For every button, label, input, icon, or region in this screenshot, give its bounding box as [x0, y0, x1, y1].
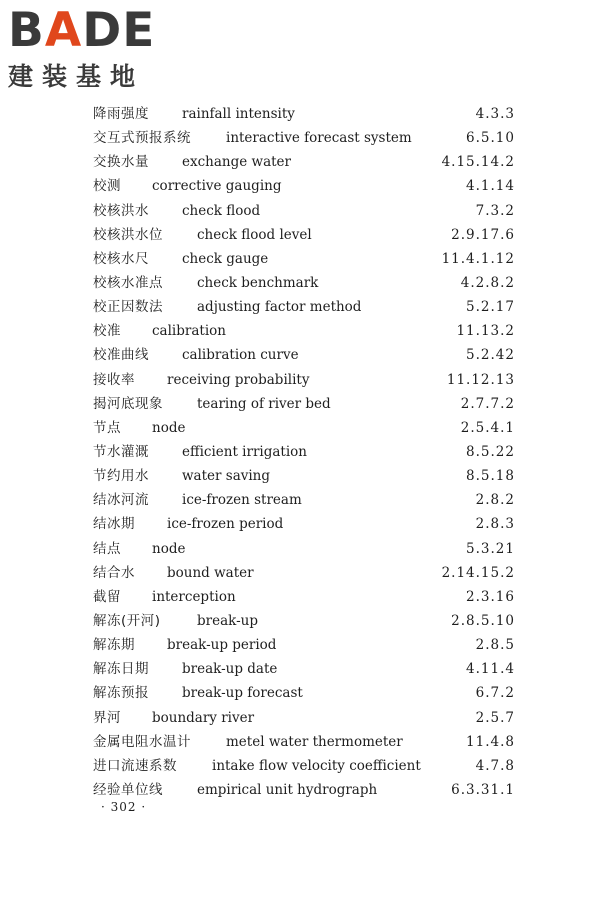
term-english: ice-frozen stream [182, 492, 302, 509]
term-english: exchange water [182, 154, 291, 171]
index-entry [93, 102, 515, 126]
term-chinese: 节点 [93, 419, 121, 436]
term-english: calibration curve [182, 347, 299, 364]
index-entry [93, 512, 515, 536]
index-entry [93, 271, 515, 295]
term-english: corrective gauging [152, 178, 282, 195]
section-reference: 7.3.2 [475, 202, 515, 219]
term-english: ice-frozen period [167, 516, 284, 533]
term-chinese: 校正因数法 [93, 299, 163, 316]
term-english: bound water [167, 564, 254, 581]
section-reference: 4.2.8.2 [460, 274, 515, 291]
logo-letter-a-accent: A [44, 3, 83, 58]
term-chinese: 进口流速系数 [93, 757, 177, 774]
index-entry [93, 295, 515, 319]
index-entry [93, 150, 515, 174]
logo-letters-de: DE [82, 3, 156, 58]
term-english: check flood [182, 202, 261, 219]
index-entry [93, 633, 515, 657]
index-entry [93, 247, 515, 271]
term-english: check flood level [197, 226, 312, 243]
term-english: check benchmark [197, 274, 319, 291]
term-chinese: 校核洪水位 [93, 226, 163, 243]
term-chinese: 降雨强度 [93, 106, 149, 122]
term-chinese: 接收率 [93, 371, 135, 388]
section-reference: 2.8.3 [475, 516, 515, 533]
index-entry [93, 609, 515, 633]
section-reference: 2.9.17.6 [451, 226, 515, 243]
section-reference: 8.5.22 [466, 443, 515, 460]
term-chinese: 结合水 [93, 564, 135, 581]
term-english: node [152, 419, 186, 436]
section-reference: 4.15.14.2 [441, 154, 515, 171]
index-entry [93, 537, 515, 561]
section-reference: 6.3.31.1 [451, 781, 515, 798]
index-entry [93, 488, 515, 512]
term-english: efficient irrigation [182, 443, 307, 460]
term-chinese: 节水灌溉 [93, 443, 149, 460]
term-chinese: 校核水准点 [93, 274, 163, 291]
section-reference: 5.2.42 [466, 347, 515, 364]
index-entry [93, 754, 515, 778]
index-entry [93, 657, 515, 681]
term-english: break-up forecast [182, 685, 303, 702]
index-entry [93, 319, 515, 343]
term-english: boundary river [152, 709, 255, 726]
term-chinese: 节约用水 [93, 468, 149, 485]
section-reference: 2.3.16 [466, 588, 515, 605]
section-reference: 11.4.8 [466, 733, 515, 750]
term-chinese: 校准曲线 [93, 347, 149, 364]
index-entry [93, 585, 515, 609]
term-chinese: 结冰期 [93, 516, 135, 533]
section-reference: 11.4.1.12 [441, 250, 515, 267]
page-number: · 302 · [101, 800, 147, 814]
term-english: water saving [182, 468, 271, 485]
section-reference: 2.7.7.2 [460, 395, 515, 412]
term-chinese: 校测 [93, 178, 121, 195]
term-chinese: 金属电阻水温计 [93, 733, 191, 750]
term-chinese: 交换水量 [93, 154, 149, 171]
term-english: empirical unit hydrograph [197, 781, 378, 798]
term-chinese: 经验单位线 [93, 781, 163, 798]
index-entry [93, 392, 515, 416]
index-entry [93, 561, 515, 585]
index-entry [93, 730, 515, 754]
term-chinese: 结点 [93, 540, 121, 557]
index-entry [93, 778, 515, 802]
section-reference: 11.12.13 [446, 371, 515, 388]
term-chinese: 解冻预报 [93, 685, 149, 702]
section-reference: 4.1.14 [466, 178, 515, 195]
index-entry [93, 199, 515, 223]
term-chinese: 界河 [93, 709, 121, 726]
logo-letter-b: B [8, 3, 45, 58]
index-entry [93, 706, 515, 730]
term-english: node [152, 540, 186, 557]
index-entry [93, 174, 515, 198]
term-english: check gauge [182, 250, 269, 267]
term-chinese: 解冻日期 [93, 661, 149, 678]
section-reference: 2.8.5 [475, 637, 515, 654]
section-reference: 4.11.4 [466, 661, 515, 678]
section-reference: 2.8.5.10 [451, 612, 515, 629]
section-reference: 6.7.2 [475, 685, 515, 702]
index-entry [93, 223, 515, 247]
section-reference: 11.13.2 [456, 323, 515, 340]
index-entry [93, 368, 515, 392]
index-entry [93, 440, 515, 464]
term-english: break-up period [167, 637, 277, 654]
term-english: interactive forecast system [226, 130, 412, 147]
section-reference: 5.2.17 [466, 299, 515, 316]
section-reference: 8.5.18 [466, 468, 515, 485]
term-english: tearing of river bed [197, 395, 331, 412]
glossary-index-list [93, 102, 515, 802]
logo-wordmark [8, 3, 178, 58]
index-entry [93, 416, 515, 440]
term-english: intake flow velocity coefficient [212, 757, 421, 774]
section-reference: 4.7.8 [475, 757, 515, 774]
term-english: break-up [197, 612, 258, 629]
index-entry [93, 464, 515, 488]
index-entry [93, 343, 515, 367]
term-english: metel water thermometer [226, 733, 403, 750]
section-reference: 2.8.2 [475, 492, 515, 509]
term-english: rainfall intensity [182, 106, 295, 122]
logo-chinese-subtitle: 建装基地 [8, 62, 145, 91]
term-english: interception [152, 588, 236, 605]
section-reference: 4.3.3 [475, 106, 515, 122]
bade-logo [8, 3, 178, 92]
section-reference: 6.5.10 [466, 130, 515, 147]
section-reference: 2.5.7 [475, 709, 515, 726]
term-english: break-up date [182, 661, 278, 678]
term-chinese: 校核洪水 [93, 202, 149, 219]
term-chinese: 解冻(开河) [93, 612, 161, 629]
section-reference: 5.3.21 [466, 540, 515, 557]
term-chinese: 解冻期 [93, 637, 135, 654]
term-chinese: 截留 [93, 588, 121, 605]
term-chinese: 结冰河流 [93, 492, 149, 509]
section-reference: 2.14.15.2 [441, 564, 515, 581]
term-english: receiving probability [167, 371, 310, 388]
term-english: calibration [152, 323, 226, 340]
index-entry [93, 126, 515, 150]
section-reference: 2.5.4.1 [460, 419, 515, 436]
term-english: adjusting factor method [197, 299, 362, 316]
term-chinese: 校核水尺 [93, 250, 149, 267]
term-chinese: 交互式预报系统 [93, 130, 191, 147]
term-chinese: 校准 [93, 323, 121, 340]
index-entry [93, 681, 515, 705]
term-chinese: 揭河底现象 [93, 395, 163, 412]
